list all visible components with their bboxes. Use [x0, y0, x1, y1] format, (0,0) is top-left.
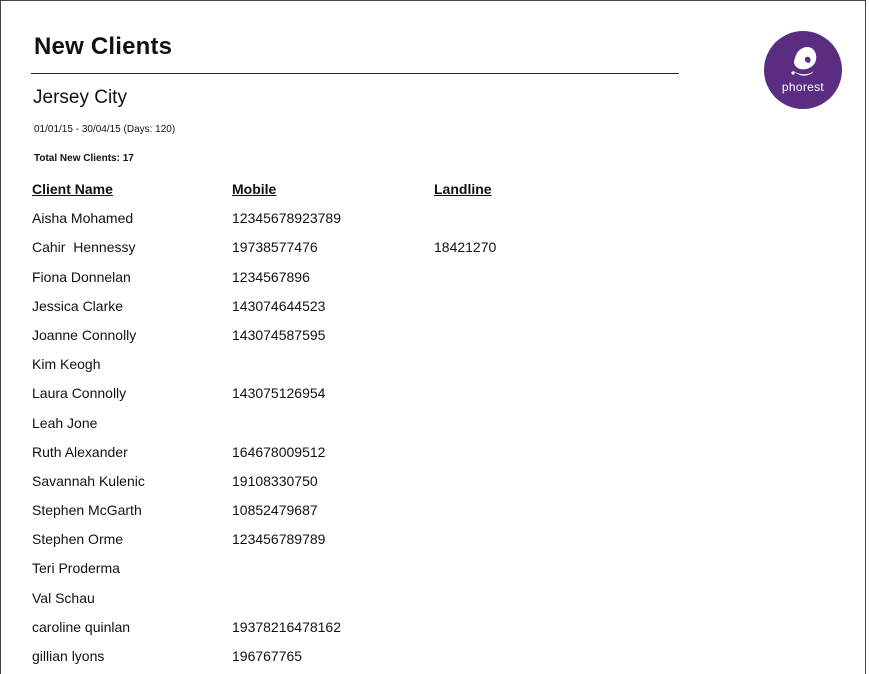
header-mobile: Mobile	[232, 181, 277, 197]
table-row	[32, 356, 652, 385]
total-new-clients: Total New Clients: 17	[34, 153, 134, 164]
table-row	[32, 269, 652, 298]
table-row	[32, 648, 652, 674]
table-row	[32, 327, 652, 356]
client-name-cell: Aisha Mohamed	[32, 210, 134, 227]
header-client-name: Client Name	[32, 181, 113, 197]
mobile-cell: 143074644523	[232, 297, 326, 314]
mobile-cell: 143074587595	[232, 326, 326, 343]
client-name-cell: Jessica Clarke	[32, 297, 124, 314]
report-title: New Clients	[34, 33, 173, 60]
client-name-cell: Cahir Hennessy	[32, 239, 136, 256]
location-name: Jersey City	[33, 87, 127, 108]
date-range: 01/01/15 - 30/04/15 (Days: 120)	[34, 124, 176, 135]
table-row	[32, 210, 652, 239]
mobile-cell: 1234567896	[232, 268, 310, 285]
table-row	[32, 560, 652, 589]
client-name-cell: Stephen Orme	[32, 531, 124, 548]
mobile-cell: 19108330750	[232, 472, 318, 489]
phorest-logo	[764, 31, 842, 109]
phorest-logo-text: phorest	[781, 80, 825, 94]
mobile-cell: 164678009512	[232, 443, 326, 460]
client-name-cell: gillian lyons	[32, 648, 105, 664]
landline-cell: 18421270	[434, 239, 497, 256]
client-name-cell: Leah Jone	[32, 414, 98, 431]
table-row	[32, 444, 652, 473]
table-row	[32, 298, 652, 327]
client-name-cell: caroline quinlan	[32, 618, 131, 635]
client-name-cell: Ruth Alexander	[32, 443, 128, 460]
table-row	[32, 415, 652, 444]
table-header-row	[32, 181, 652, 210]
table-row	[32, 531, 652, 560]
client-name-cell: Savannah Kulenic	[32, 472, 145, 489]
client-name-cell: Fiona Donnelan	[32, 268, 131, 285]
client-name-cell: Stephen McGarth	[32, 502, 142, 519]
mobile-cell: 12345678923789	[232, 210, 342, 227]
client-name-cell: Val Schau	[32, 589, 95, 606]
mobile-cell: 19378216478162	[232, 618, 342, 635]
table-row	[32, 590, 652, 619]
client-name-cell: Joanne Connolly	[32, 326, 137, 343]
mobile-cell: 10852479687	[232, 502, 318, 519]
client-name-cell: Laura Connolly	[32, 385, 127, 402]
table-row	[32, 239, 652, 268]
clients-table	[32, 181, 652, 674]
table-row	[32, 385, 652, 414]
mobile-cell: 143075126954	[232, 385, 326, 402]
table-row	[32, 502, 652, 531]
mobile-cell: 19738577476	[232, 239, 318, 256]
client-name-cell: Kim Keogh	[32, 356, 101, 373]
mobile-cell: 196767765	[232, 648, 303, 664]
title-divider	[31, 73, 679, 74]
table-row	[32, 473, 652, 502]
client-name-cell: Teri Proderma	[32, 560, 120, 577]
header-landline: Landline	[434, 181, 492, 197]
table-row	[32, 619, 652, 648]
phorest-logo-icon	[764, 31, 842, 109]
mobile-cell: 123456789789	[232, 531, 326, 548]
